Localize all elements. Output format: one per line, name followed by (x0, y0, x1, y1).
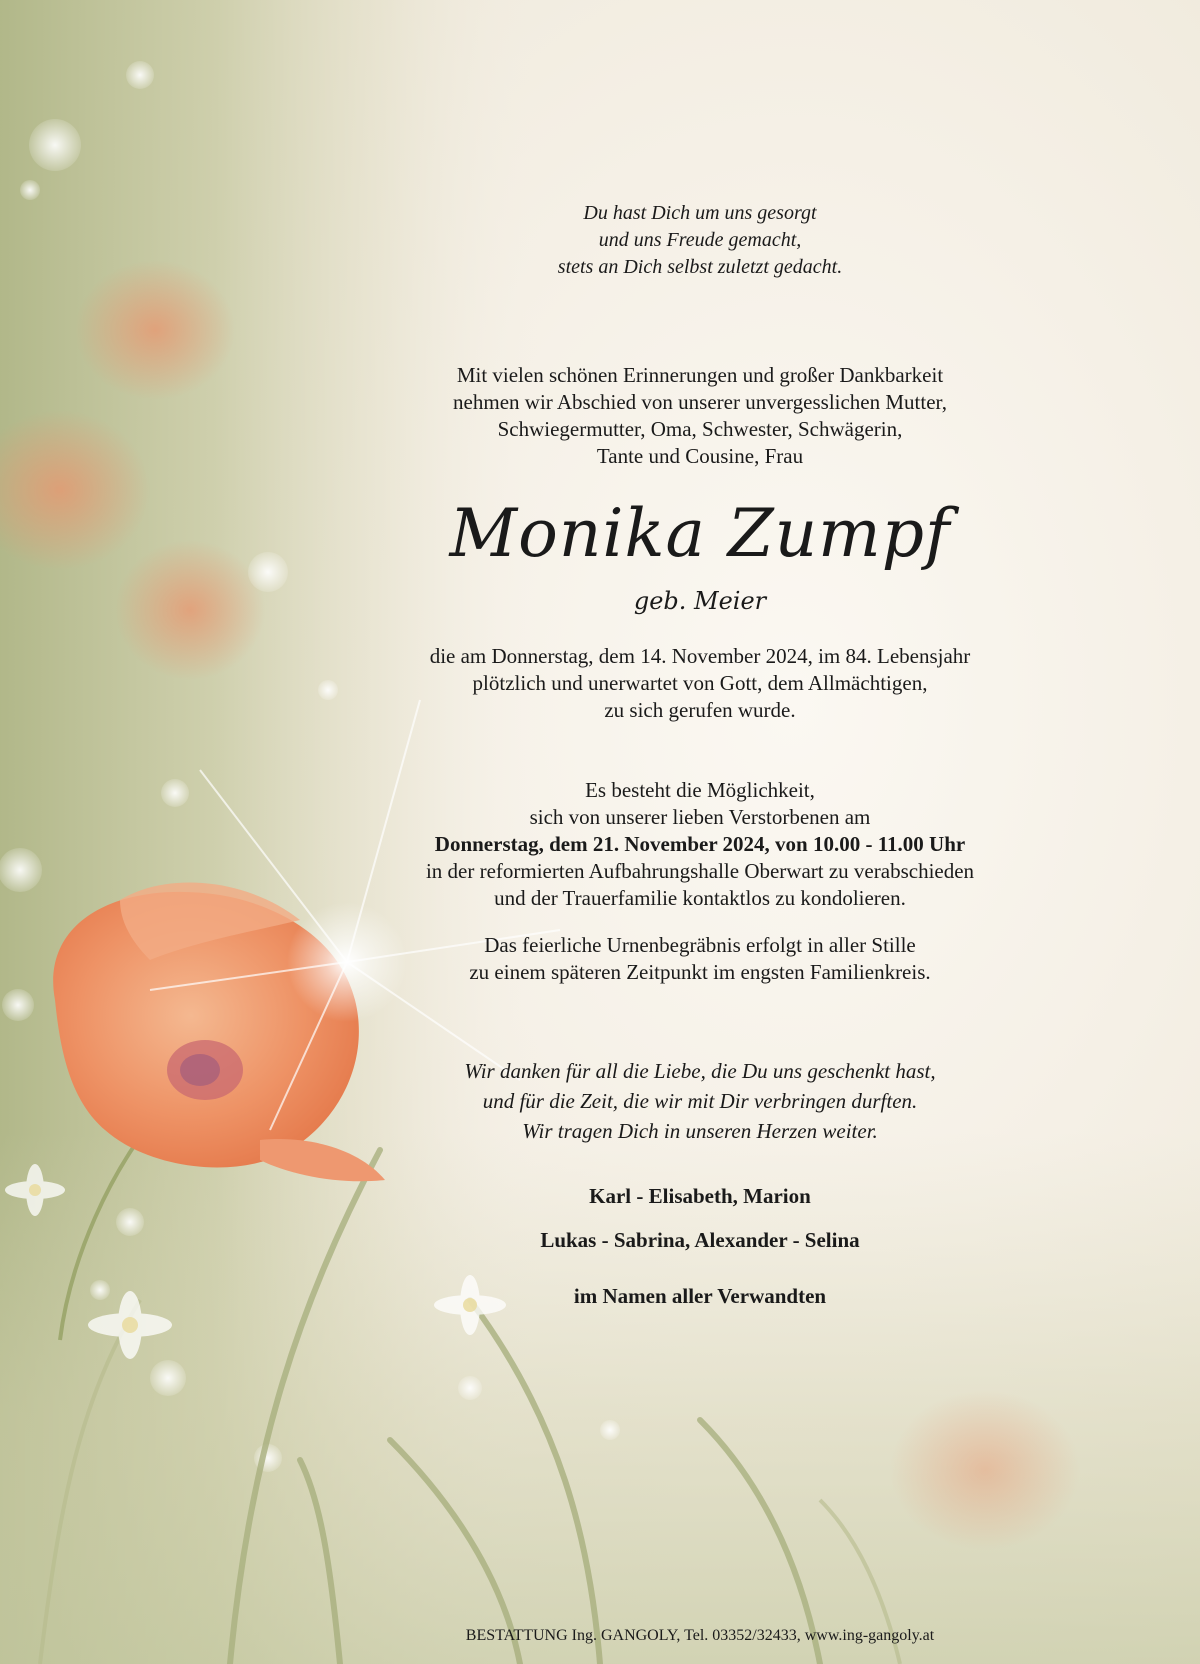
thanks-line: und für die Zeit, die wir mit Dir verbringen durften. (482, 1089, 918, 1113)
family-names: Karl - Elisabeth, Marion (589, 1184, 811, 1208)
viewing-line: und der Trauerfamilie kontaktlos zu kondolieren. (494, 886, 906, 910)
viewing-notice (360, 777, 1040, 912)
viewing-line: Es besteht die Möglichkeit, (585, 778, 815, 802)
death-line: plötzlich und unerwartet von Gott, dem Allmächtigen, (472, 671, 928, 695)
burial-notice (360, 932, 1040, 986)
intro-line: Schwiegermutter, Oma, Schwester, Schwägerin, (497, 417, 903, 441)
thanks-line: Wir tragen Dich in unseren Herzen weiter. (522, 1119, 878, 1143)
funeral-home-footer: BESTATTUNG Ing. GANGOLY, Tel. 03352/32433, www.ing-gangoly.at (465, 1627, 935, 1644)
thanks-line: Wir danken für all die Liebe, die Du uns geschenkt hast, (464, 1059, 936, 1083)
relatives-signature: im Namen aller Verwandten (573, 1284, 827, 1308)
viewing-date-time: Donnerstag, dem 21. November 2024, von 10.00 - 11.00 Uhr (434, 832, 966, 856)
verse-line: und uns Freude gemacht, (598, 229, 802, 251)
intro-line: Mit vielen schönen Erinnerungen und großer Dankbarkeit (456, 363, 944, 387)
maiden-name: geb. Meier (633, 587, 767, 615)
death-line: zu sich gerufen wurde. (604, 698, 796, 722)
viewing-line: sich von unserer lieben Verstorbenen am (529, 805, 871, 829)
burial-line: Das feierliche Urnenbegräbnis erfolgt in aller Stille (484, 933, 916, 957)
death-line: die am Donnerstag, dem 14. November 2024, im 84. Lebensjahr (429, 644, 971, 668)
verse-line: Du hast Dich um uns gesorgt (583, 202, 817, 224)
viewing-line: in der reformierten Aufbahrungshalle Oberwart zu verabschieden (425, 859, 975, 883)
verse-line: stets an Dich selbst zuletzt gedacht. (557, 256, 843, 278)
intro-line: Tante und Cousine, Frau (596, 444, 804, 468)
farewell-intro (360, 362, 1040, 470)
opening-verse (360, 200, 1040, 281)
death-notice (360, 643, 1040, 724)
family-names: Lukas - Sabrina, Alexander - Selina (540, 1228, 860, 1252)
deceased-name: Monika Zumpf (449, 495, 951, 572)
intro-line: nehmen wir Abschied von unserer unvergesslichen Mutter, (453, 390, 947, 414)
thanks-verse (360, 1056, 1040, 1146)
burial-line: zu einem späteren Zeitpunkt im engsten Familienkreis. (469, 960, 931, 984)
